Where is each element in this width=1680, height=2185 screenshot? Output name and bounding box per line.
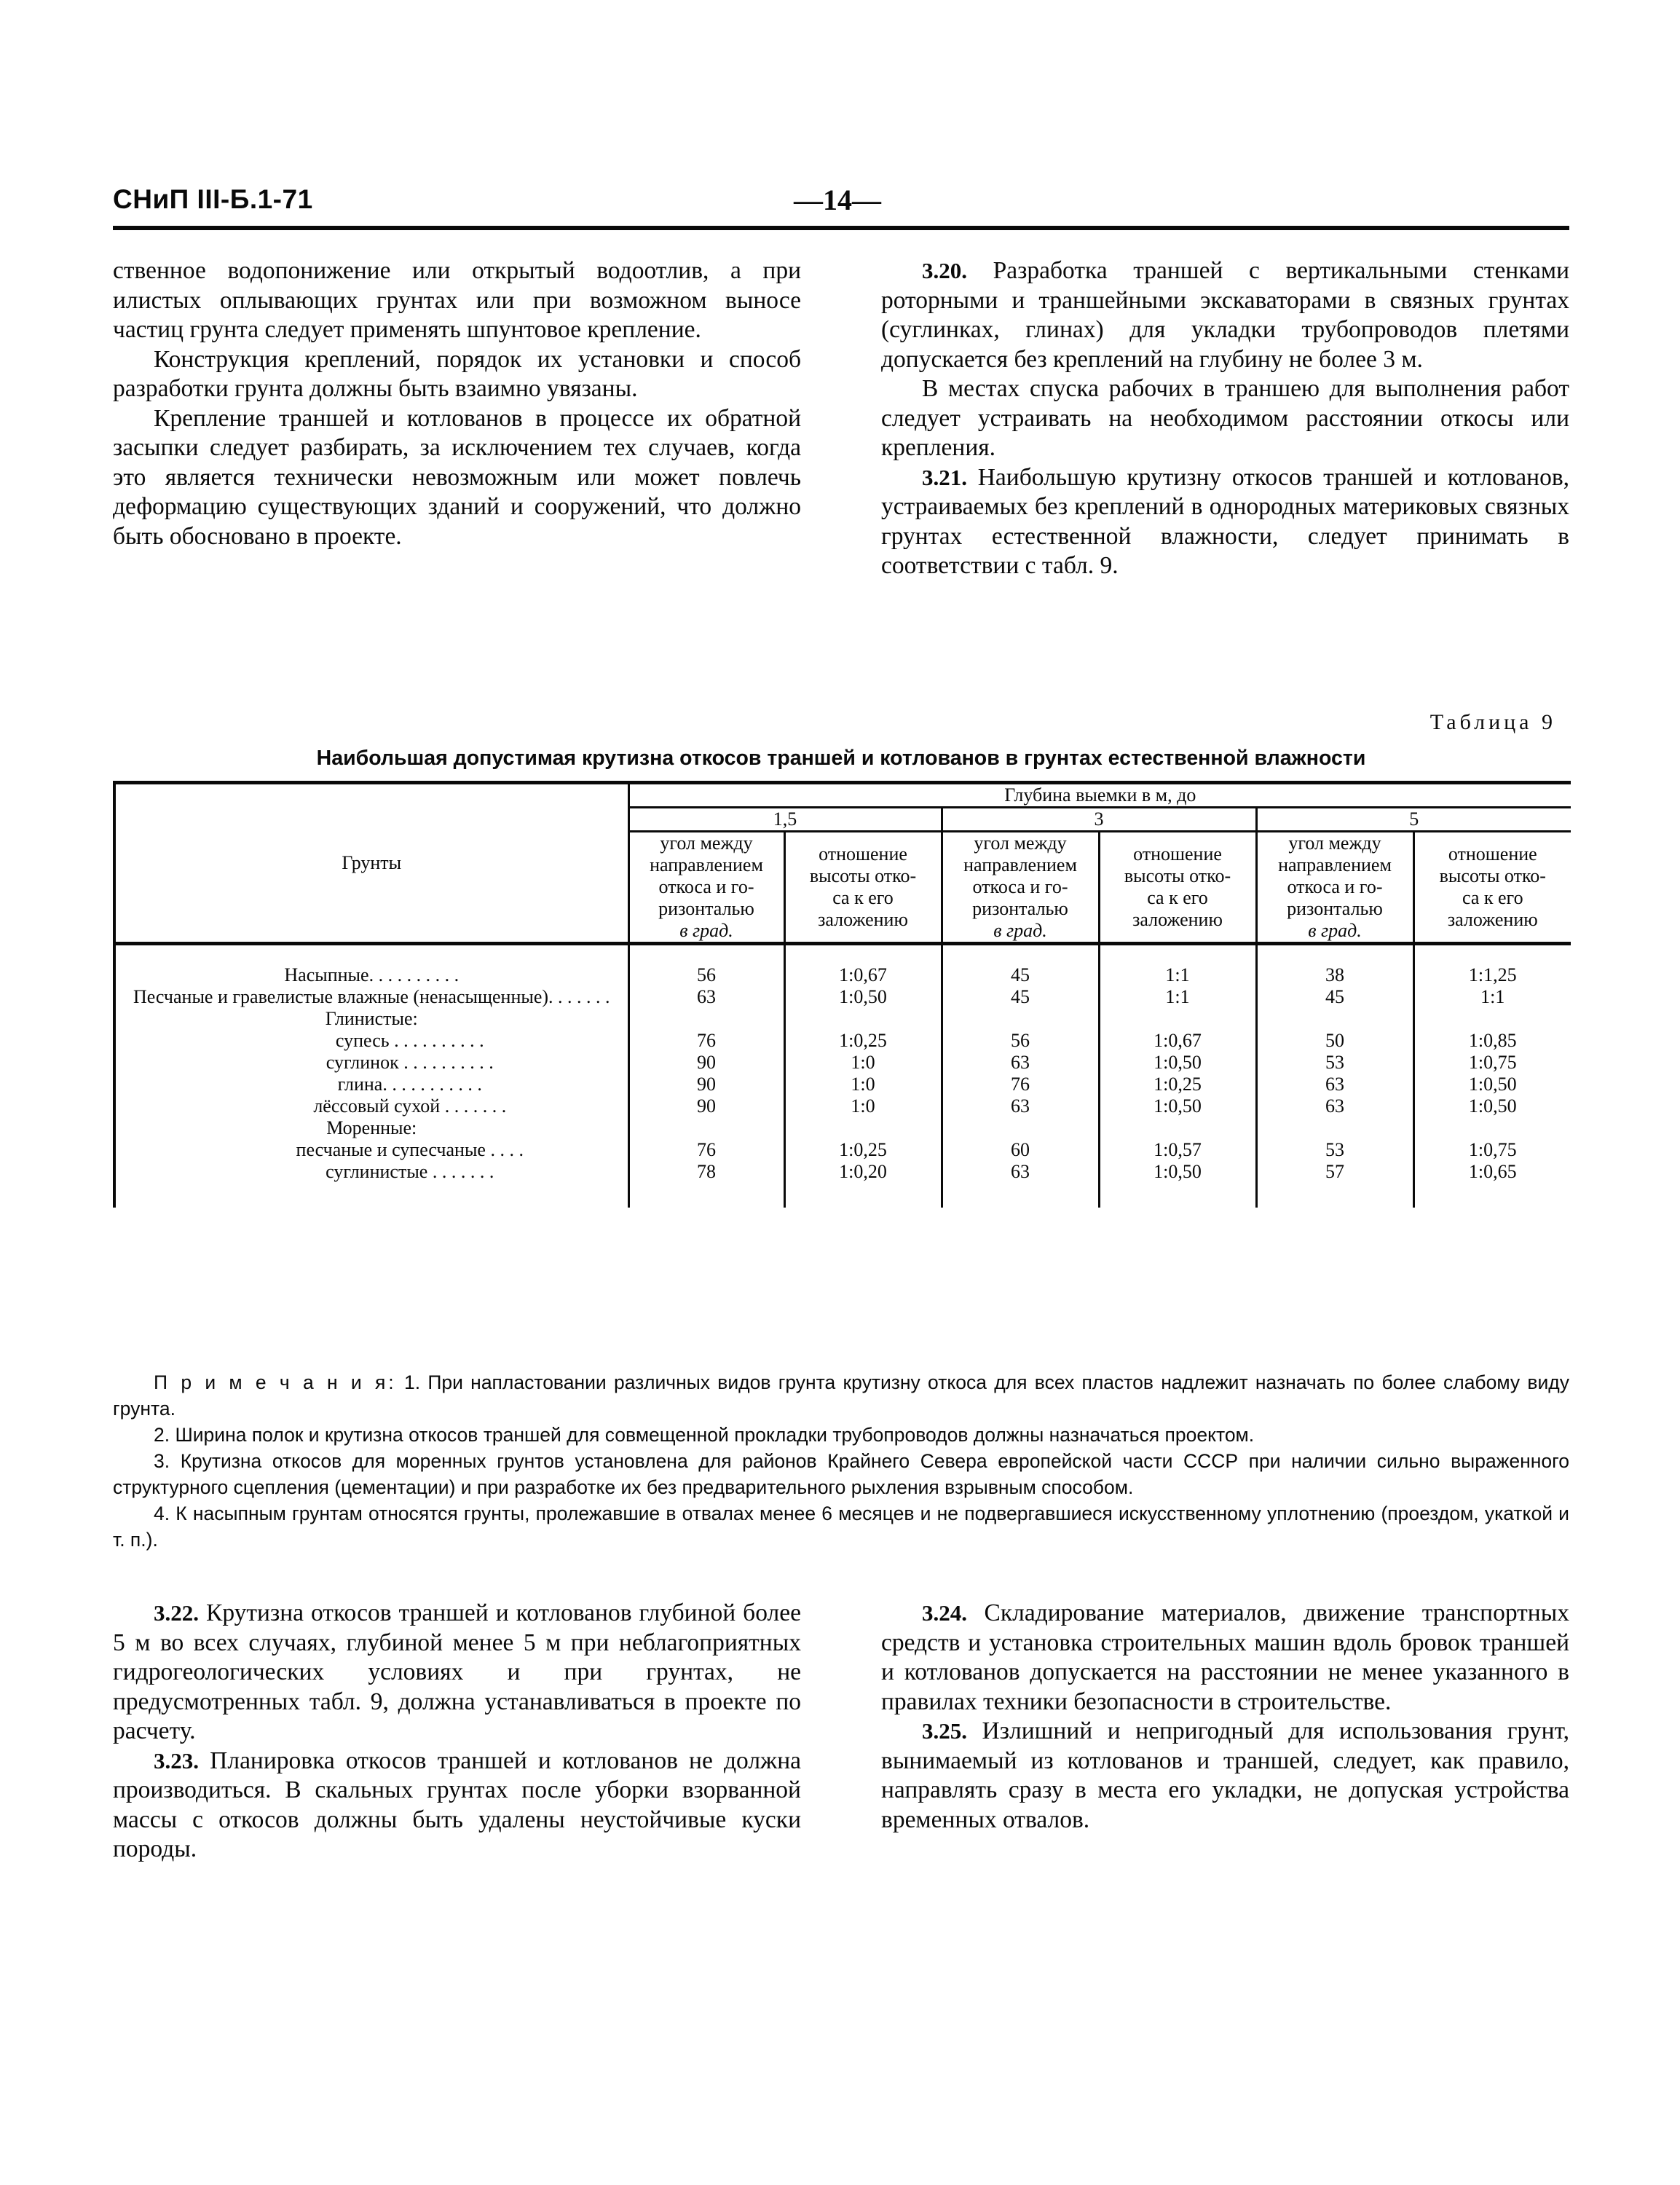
sub-line-2: направлением <box>1278 854 1392 875</box>
value-angle-3: 45 <box>942 986 1099 1008</box>
sub-line-4: ризонталью <box>972 898 1068 919</box>
value-ratio-1-5 <box>784 1117 942 1139</box>
table-number: Таблица 9 <box>1429 710 1556 734</box>
note-1-text: 1. При напластовании различных видов грунта крутизну откоса для всех пластов надлежит назначать по более слабому виду грунта. <box>113 1371 1569 1420</box>
value-angle-1-5: 90 <box>628 1095 784 1117</box>
value-angle-3: 63 <box>942 1052 1099 1074</box>
value-ratio-3: 1:1 <box>1099 964 1256 986</box>
header-row-depth-group <box>114 783 1571 808</box>
table-notes <box>113 1369 1569 1553</box>
clause-text-3-25: Излишний и непригодный для использования грунт, вынимаемый из котлованов и траншей, следует, как правило, направлять сразу в места его укладки, не допуская устройства временных отвалов. <box>881 1717 1570 1833</box>
value-ratio-1-5: 1:0 <box>784 1052 942 1074</box>
sub-line-3: са к его <box>832 887 894 908</box>
value-angle-5: 45 <box>1256 986 1413 1008</box>
header-cell-grunty: Грунты <box>114 783 628 944</box>
value-ratio-1-5: 1:0,50 <box>784 986 942 1008</box>
paragraph-continued: ственное водопонижение или открытый водоотлив, а при илистых оплывающих грунтах или при возможном выносе частиц грунта следует применять шпунтовое крепление. <box>113 257 801 343</box>
sub-line-4: заложению <box>1132 909 1223 930</box>
value-angle-1-5: 56 <box>628 964 784 986</box>
sub-line-5: в град. <box>1308 920 1362 941</box>
sub-line-5: в град. <box>993 920 1047 941</box>
clause-number-3-25: 3.25. <box>922 1718 967 1744</box>
sub-line-1: угол между <box>1288 832 1381 854</box>
value-ratio-5: 1:0,50 <box>1413 1095 1571 1117</box>
value-angle-5 <box>1256 1008 1413 1030</box>
row-label: суглинистые . . . . . . . <box>114 1161 628 1183</box>
row-label: Насыпные. . . . . . . . . . <box>114 964 628 986</box>
spacer-cell <box>1413 1183 1571 1208</box>
clause-number-3-24: 3.24. <box>922 1600 967 1626</box>
table-bottom-spacer <box>114 1183 1571 1208</box>
clause-number-3-21: 3.21. <box>922 464 967 490</box>
clause-3-24 <box>881 1599 1569 1717</box>
value-ratio-1-5: 1:0,67 <box>784 964 942 986</box>
sub-line-2: высоты отко- <box>1124 865 1231 886</box>
row-label: глина. . . . . . . . . . . <box>114 1074 628 1095</box>
value-angle-5: 63 <box>1256 1095 1413 1117</box>
clause-number-3-20: 3.20. <box>922 258 967 283</box>
sub-line-4: заложению <box>818 909 908 930</box>
sub-line-4: ризонталью <box>1287 898 1383 919</box>
clause-3-25 <box>881 1717 1569 1835</box>
top-columns <box>113 256 1569 581</box>
table-block <box>113 710 1569 1208</box>
notes-heading: П р и м е ч а н и я: <box>154 1371 397 1393</box>
row-label: лёссовый сухой . . . . . . . <box>114 1095 628 1117</box>
spacer-cell <box>784 944 942 965</box>
value-angle-1-5: 90 <box>628 1074 784 1095</box>
right-column-top <box>881 256 1569 581</box>
row-label: песчаные и супесчаные . . . . <box>114 1139 628 1161</box>
table-title: Наибольшая допустимая крутизна откосов траншей и котлованов в грунтах естественной влажности <box>316 747 1366 770</box>
value-angle-5: 63 <box>1256 1074 1413 1095</box>
value-ratio-5: 1:0,65 <box>1413 1161 1571 1183</box>
value-angle-5: 38 <box>1256 964 1413 986</box>
value-ratio-3 <box>1099 1008 1256 1030</box>
sub-line-2: направлением <box>650 854 763 875</box>
note-2: 2. Ширина полок и крутизна откосов траншей для совмещенной прокладки трубопроводов должны назначаться проектом. <box>154 1424 1255 1446</box>
sub-line-1: угол между <box>974 832 1067 854</box>
sub-line-3: откоса и го- <box>658 876 754 897</box>
row-label: суглинок . . . . . . . . . . <box>114 1052 628 1074</box>
value-ratio-1-5: 1:0,25 <box>784 1030 942 1052</box>
row-label: Моренные: <box>114 1117 628 1139</box>
row-label: Глинистые: <box>114 1008 628 1030</box>
value-ratio-5: 1:1,25 <box>1413 964 1571 986</box>
value-angle-5: 53 <box>1256 1139 1413 1161</box>
left-column-bottom <box>113 1599 801 1865</box>
sub-line-3: откоса и го- <box>972 876 1068 897</box>
clause-text-3-20: Разработка траншей с вертикальными стенками роторными и траншейными экскаваторами в связных грунтах (суглинках, глинах) для укладки трубопроводов плетями допускается без креплений на глубину не более 3 м. <box>881 257 1569 373</box>
table-row <box>114 1052 1571 1074</box>
sub-line-1: отношение <box>1133 843 1222 865</box>
document-code: СНиП III-Б.1-71 <box>113 184 313 214</box>
sub-line-2: высоты отко- <box>1439 865 1546 886</box>
value-ratio-5: 1:0,75 <box>1413 1139 1571 1161</box>
table-row <box>114 1161 1571 1183</box>
value-angle-1-5 <box>628 1117 784 1139</box>
value-angle-3 <box>942 1008 1099 1030</box>
value-angle-5: 57 <box>1256 1161 1413 1183</box>
clause-text-3-23: Планировка откосов траншей и котлованов не должна производиться. В скальных грунтах после уборки взорванной массы с откосов должны быть удалены неустойчивые куски породы. <box>113 1747 801 1862</box>
header-cell-angle-3 <box>942 832 1099 944</box>
paragraph-kreplenie: Крепление траншей и котлованов в процессе их обратной засыпки следует разбирать, за исключением тех случаев, когда это является технически невозможным или может повлечь деформацию существующих зданий и сооружений, что должно быть обосновано в проекте. <box>113 404 801 550</box>
clause-text-3-22: Крутизна откосов траншей и котлованов глубиной более 5 м во всех случаях, глубиной менее 5 м при неблагоприятных гидрогеологических условиях и при грунтах, не предусмотренных табл. 9, должна устанавливаться в проекте по расчету. <box>113 1599 801 1744</box>
value-angle-3: 60 <box>942 1139 1099 1161</box>
value-angle-3: 63 <box>942 1095 1099 1117</box>
header-cell-depth-3: 3 <box>942 808 1256 832</box>
header-cell-ratio-5 <box>1413 832 1571 944</box>
table-body-spacer <box>114 944 1571 965</box>
value-angle-1-5: 78 <box>628 1161 784 1183</box>
sub-line-3: са к его <box>1462 887 1523 908</box>
note-3: 3. Крутизна откосов для моренных грунтов установлена для районов Крайнего Севера европейской части СССР при наличии сильно выраженного структурного сцепления (цементации) и при разработке их без предварительного рыхления взрывным способом. <box>113 1450 1569 1498</box>
clause-number-3-23: 3.23. <box>154 1747 199 1773</box>
spacer-cell <box>1099 1183 1256 1208</box>
value-ratio-1-5: 1:0 <box>784 1074 942 1095</box>
clause-3-20 <box>881 256 1569 374</box>
table-row <box>114 1030 1571 1052</box>
spacer-cell <box>1413 944 1571 965</box>
table-row <box>114 1074 1571 1095</box>
sub-line-1: отношение <box>819 843 907 865</box>
header-cell-angle-1-5 <box>628 832 784 944</box>
header-cell-angle-5 <box>1256 832 1413 944</box>
sub-line-1: угол между <box>660 832 753 854</box>
value-ratio-5: 1:1 <box>1413 986 1571 1008</box>
left-column-top <box>113 256 801 551</box>
running-head <box>113 184 1569 228</box>
value-angle-1-5 <box>628 1008 784 1030</box>
row-label: супесь . . . . . . . . . . <box>114 1030 628 1052</box>
value-ratio-1-5 <box>784 1008 942 1030</box>
spacer-cell <box>1256 944 1413 965</box>
value-angle-1-5: 90 <box>628 1052 784 1074</box>
sub-line-3: са к его <box>1147 887 1208 908</box>
note-4: 4. К насыпным грунтам относятся грунты, пролежавшие в отвалах менее 6 месяцев и не подвергавшиеся искусственному уплотнению (проездом, укаткой и т. п.). <box>113 1503 1569 1551</box>
header-cell-depth-1-5: 1,5 <box>628 808 942 832</box>
value-angle-1-5: 76 <box>628 1030 784 1052</box>
value-ratio-3: 1:0,50 <box>1099 1161 1256 1183</box>
spacer-cell <box>628 1183 784 1208</box>
header-cell-depth-5: 5 <box>1256 808 1571 832</box>
spacer-cell <box>942 944 1099 965</box>
sub-line-2: высоты отко- <box>809 865 917 886</box>
paragraph-v-mestah: В местах спуска рабочих в траншею для выполнения работ следует устраивать на необходимом расстоянии откосы или крепления. <box>881 375 1569 461</box>
value-angle-3: 63 <box>942 1161 1099 1183</box>
value-angle-3 <box>942 1117 1099 1139</box>
header-cell-ratio-3 <box>1099 832 1256 944</box>
table-row <box>114 1117 1571 1139</box>
value-ratio-5: 1:0,50 <box>1413 1074 1571 1095</box>
sub-line-2: направлением <box>963 854 1077 875</box>
sub-line-5: в град. <box>679 920 733 941</box>
spacer-cell <box>1256 1183 1413 1208</box>
clause-3-23 <box>113 1747 801 1865</box>
table-row <box>114 1008 1571 1030</box>
spacer-cell <box>942 1183 1099 1208</box>
value-ratio-3: 1:0,67 <box>1099 1030 1256 1052</box>
note-1 <box>113 1369 1569 1422</box>
value-ratio-5: 1:0,85 <box>1413 1030 1571 1052</box>
value-angle-3: 76 <box>942 1074 1099 1095</box>
value-ratio-5: 1:0,75 <box>1413 1052 1571 1074</box>
spacer-cell <box>114 1183 628 1208</box>
spacer-cell <box>114 944 628 965</box>
header-cell-depth-group: Глубина выемки в м, до <box>628 783 1571 808</box>
clause-3-22 <box>113 1599 801 1747</box>
paragraph-konstrukciya: Конструкция креплений, порядок их установки и способ разработки грунта должны быть взаимно увязаны. <box>113 345 801 402</box>
sub-line-4: заложению <box>1447 909 1538 930</box>
value-ratio-5 <box>1413 1008 1571 1030</box>
sub-line-1: отношение <box>1448 843 1537 865</box>
sub-line-4: ризонталью <box>658 898 754 919</box>
spacer-cell <box>628 944 784 965</box>
spacer-cell <box>1099 944 1256 965</box>
row-label: Песчаные и гравелистые влажные (ненасыщенные). . . . . . . <box>114 986 628 1008</box>
clause-text-3-24: Складирование материалов, движение транспортных средств и установка строительных машин вдоль бровок траншей и котлованов допускается на расстоянии не менее указанного в правилах техники безопасности в строительстве. <box>881 1599 1569 1715</box>
value-angle-5: 53 <box>1256 1052 1413 1074</box>
right-column-bottom <box>881 1599 1569 1835</box>
value-ratio-5 <box>1413 1117 1571 1139</box>
value-angle-5: 50 <box>1256 1030 1413 1052</box>
value-angle-3: 45 <box>942 964 1099 986</box>
clause-text-3-21: Наибольшую крутизну откосов траншей и котлованов, устраиваемых без креплений в однородных материковых связных грунтах естественной влажности, следует принимать в соответствии с табл. 9. <box>881 463 1570 579</box>
value-angle-3: 56 <box>942 1030 1099 1052</box>
sub-line-3: откоса и го- <box>1287 876 1383 897</box>
clause-number-3-22: 3.22. <box>154 1600 199 1626</box>
bottom-columns <box>113 1599 1569 1865</box>
table-row <box>114 1139 1571 1161</box>
value-ratio-1-5: 1:0 <box>784 1095 942 1117</box>
header-cell-ratio-1-5 <box>784 832 942 944</box>
value-ratio-1-5: 1:0,20 <box>784 1161 942 1183</box>
table-row <box>114 964 1571 986</box>
value-ratio-1-5: 1:0,25 <box>784 1139 942 1161</box>
value-angle-5 <box>1256 1117 1413 1139</box>
value-ratio-3: 1:0,25 <box>1099 1074 1256 1095</box>
page-number: —14— <box>794 184 881 216</box>
value-ratio-3: 1:0,50 <box>1099 1095 1256 1117</box>
clause-3-21 <box>881 463 1569 581</box>
value-ratio-3: 1:0,57 <box>1099 1139 1256 1161</box>
table-row <box>114 1095 1571 1117</box>
value-ratio-3 <box>1099 1117 1256 1139</box>
header-rule <box>113 226 1569 230</box>
spacer-cell <box>784 1183 942 1208</box>
value-angle-1-5: 63 <box>628 986 784 1008</box>
table-row <box>114 986 1571 1008</box>
value-angle-1-5: 76 <box>628 1139 784 1161</box>
value-ratio-3: 1:1 <box>1099 986 1256 1008</box>
value-ratio-3: 1:0,50 <box>1099 1052 1256 1074</box>
table-9 <box>113 781 1571 1208</box>
